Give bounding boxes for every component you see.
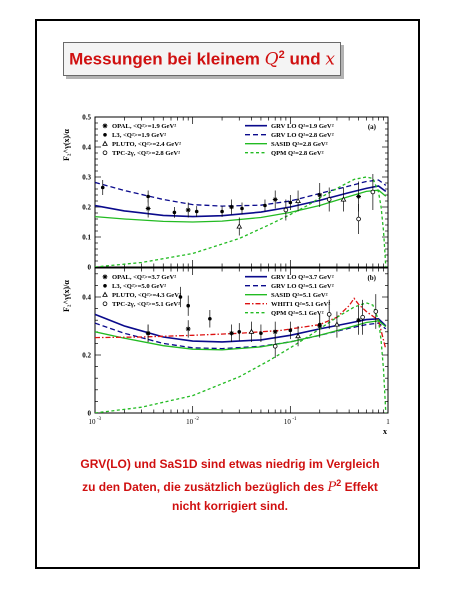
panel-0-frame	[95, 117, 388, 267]
panel-0-legend-curve-entry: QPM Q²=2.8 GeV²	[271, 150, 324, 157]
panel-1-point-filled-circle	[208, 317, 212, 321]
panel-0-point-filled-circle	[220, 210, 224, 214]
title-var-x: x	[325, 49, 335, 70]
panel-1-xtick-label-exp: -2	[194, 417, 199, 422]
panel-0-point-star	[146, 206, 151, 211]
panel-0-ytick-label: 0.5	[82, 113, 91, 122]
panel-1-legend-marker-triangle	[103, 293, 107, 297]
panel-0-point-triangle	[237, 224, 241, 228]
panel-1-point-star	[356, 318, 361, 323]
title-exponent: 2	[278, 48, 285, 61]
caption-line-2-post: Effekt	[344, 480, 378, 494]
panel-0-point-filled-circle	[240, 207, 244, 211]
panel-0-curve-blue-dash	[95, 180, 386, 206]
panel-1-legend-curve-entry: GRV LO Q²=5.1 GeV²	[271, 283, 334, 290]
caption-line-3: nicht korrigiert sind.	[171, 499, 288, 513]
panel-1-legend-curve-entry: SASID Q²=5.1 GeV²	[271, 292, 328, 299]
panel-0-point-open-circle	[357, 217, 361, 221]
panel-1-point-star	[229, 331, 234, 336]
panel-1-xtick-label-exp: -3	[97, 417, 102, 422]
panel-1-curve-green-dash	[95, 303, 386, 413]
panel-1-label: (b)	[367, 274, 376, 282]
panel-1-ytick-label: 0.2	[82, 351, 91, 360]
panel-1-ytick-label: 0	[87, 409, 91, 418]
panel-1-point-filled-circle	[146, 331, 150, 335]
panel-1-point-triangle	[335, 322, 339, 326]
panel-0-point-filled-circle	[195, 210, 199, 214]
panel-1-ytick-label: 0.4	[82, 293, 91, 302]
panel-0-legend-data-entry: PLUTO, <Q²>=2.4 GeV²	[112, 141, 181, 148]
panel-0-legend-marker-open-circle	[103, 151, 107, 155]
panel-0-point-star	[356, 194, 361, 199]
panel-0-label: (a)	[367, 123, 376, 131]
panel-0-point-filled-circle	[146, 195, 150, 199]
panel-0-ytick-label: 0.4	[82, 143, 91, 152]
title-var-q: Q	[264, 49, 279, 70]
panel-1-xtick-label: 1	[386, 418, 390, 426]
panel-1-xlabel: x	[383, 427, 387, 436]
panel-1-legend-marker-open-circle	[103, 302, 107, 306]
panel-1-legend-curve-entry: GRV LO Q²=3.7 GeV²	[271, 274, 334, 281]
panel-0-legend-marker-triangle	[103, 142, 107, 146]
panel-1-point-triangle	[249, 330, 253, 334]
panel-1-legend-data-entry: PLUTO, <Q²>=4.3 GeV²	[112, 292, 181, 299]
panel-0-legend-marker-star	[103, 123, 108, 128]
panel-0-point-open-circle	[327, 198, 331, 202]
panel-0-ytick-label: 0.3	[82, 173, 91, 182]
panel-0-point-filled-circle	[263, 204, 267, 208]
panel-1-legend-data-entry: TPC-2γ, <Q²>=5.1 GeV²	[112, 301, 181, 308]
panel-1-point-star	[273, 329, 278, 334]
panel-1-xtick-label-exp: -1	[292, 417, 297, 422]
panel-1-legend-marker-star	[103, 274, 108, 279]
panel-1-point-filled-circle	[186, 304, 190, 308]
panel-0-legend-data-entry: TPC-2γ, <Q²>=2.8 GeV²	[112, 150, 181, 157]
panel-0-point-filled-circle	[101, 186, 105, 190]
panel-0-legend-curve-entry: SASID Q²=2.8 GeV²	[271, 141, 328, 148]
panel-0-legend-curve-entry: GRV LO Q²=1.9 GeV²	[271, 123, 334, 130]
panel-1-point-filled-circle	[289, 329, 293, 333]
panel-0-ytick-label: 0	[87, 263, 91, 272]
panel-0-point-star	[317, 193, 322, 198]
caption-exponent: 2	[336, 478, 342, 488]
caption-line-2	[45, 474, 415, 497]
panel-1-point-open-circle	[327, 313, 331, 317]
title-prefix: Messungen bei kleinem	[69, 49, 260, 69]
panel-1-legend-curve-entry: WHIT1 Q²=5.1 GeV²	[271, 301, 331, 308]
panel-0-legend-data-entry: OPAL, <Q²>=1.9 GeV²	[112, 123, 177, 130]
panel-1-legend-data-entry: L3, <Q²>=5.0 GeV²	[112, 283, 167, 290]
panel-1-curve-blue-dash	[95, 323, 386, 349]
panel-1-point-filled-circle	[318, 323, 322, 327]
panel-1-legend-data-entry: OPAL, <Q²>=3.7 GeV²	[112, 274, 177, 281]
caption-line-1: GRV(LO) und SaS1D sind etwas niedrig im Vergleich	[80, 457, 380, 471]
panel-1-xtick-label: 10	[88, 418, 96, 426]
panel-0-legend-marker-filled-circle	[103, 133, 107, 137]
panel-0-legend-curve-entry: GRV LO Q²=2.8 GeV²	[271, 132, 334, 139]
panel-0-point-filled-circle	[289, 201, 293, 205]
caption-var-p: P	[327, 480, 337, 495]
panel-1-point-open-circle	[273, 344, 277, 348]
slide-caption	[45, 455, 415, 516]
panel-1-xtick-label: 10	[186, 418, 194, 426]
panel-1-legend-marker-filled-circle	[103, 284, 107, 288]
panel-0-point-star	[229, 205, 234, 210]
panel-0-point-open-circle	[371, 190, 375, 194]
panel-1-point-filled-circle	[237, 330, 241, 334]
panel-0-ytick-label: 0.1	[82, 233, 91, 242]
panel-1-curve-blue-solid	[95, 314, 386, 342]
panel-1-point-star	[186, 327, 191, 332]
panel-1-legend-curve-entry: QPM Q²=5.1 GeV²	[271, 310, 324, 317]
panel-1-xtick-label: 10	[283, 418, 291, 426]
panel-0-ylabel: F₂^γ(x)/α	[62, 129, 71, 161]
panel-0-point-star	[273, 197, 278, 202]
panel-0-legend-data-entry: L3, <Q²>=1.9 GeV²	[112, 132, 167, 139]
panel-1-point-filled-circle	[259, 331, 263, 335]
panel-0-ytick-label: 0.2	[82, 203, 91, 212]
panel-1-point-open-circle	[374, 310, 378, 314]
panel-0-point-filled-circle	[173, 211, 177, 215]
panel-1-point-open-circle	[361, 315, 365, 319]
panel-1-ylabel: F₂^γ(x)/α	[62, 280, 71, 312]
caption-line-2-pre: zu den Daten, die zusätzlich bezüglich des	[82, 480, 325, 494]
panel-0-curve-green-dash	[95, 177, 386, 267]
panel-0-point-star	[186, 208, 191, 213]
title-und: und	[289, 49, 321, 69]
panel-0-point-open-circle	[284, 208, 288, 212]
